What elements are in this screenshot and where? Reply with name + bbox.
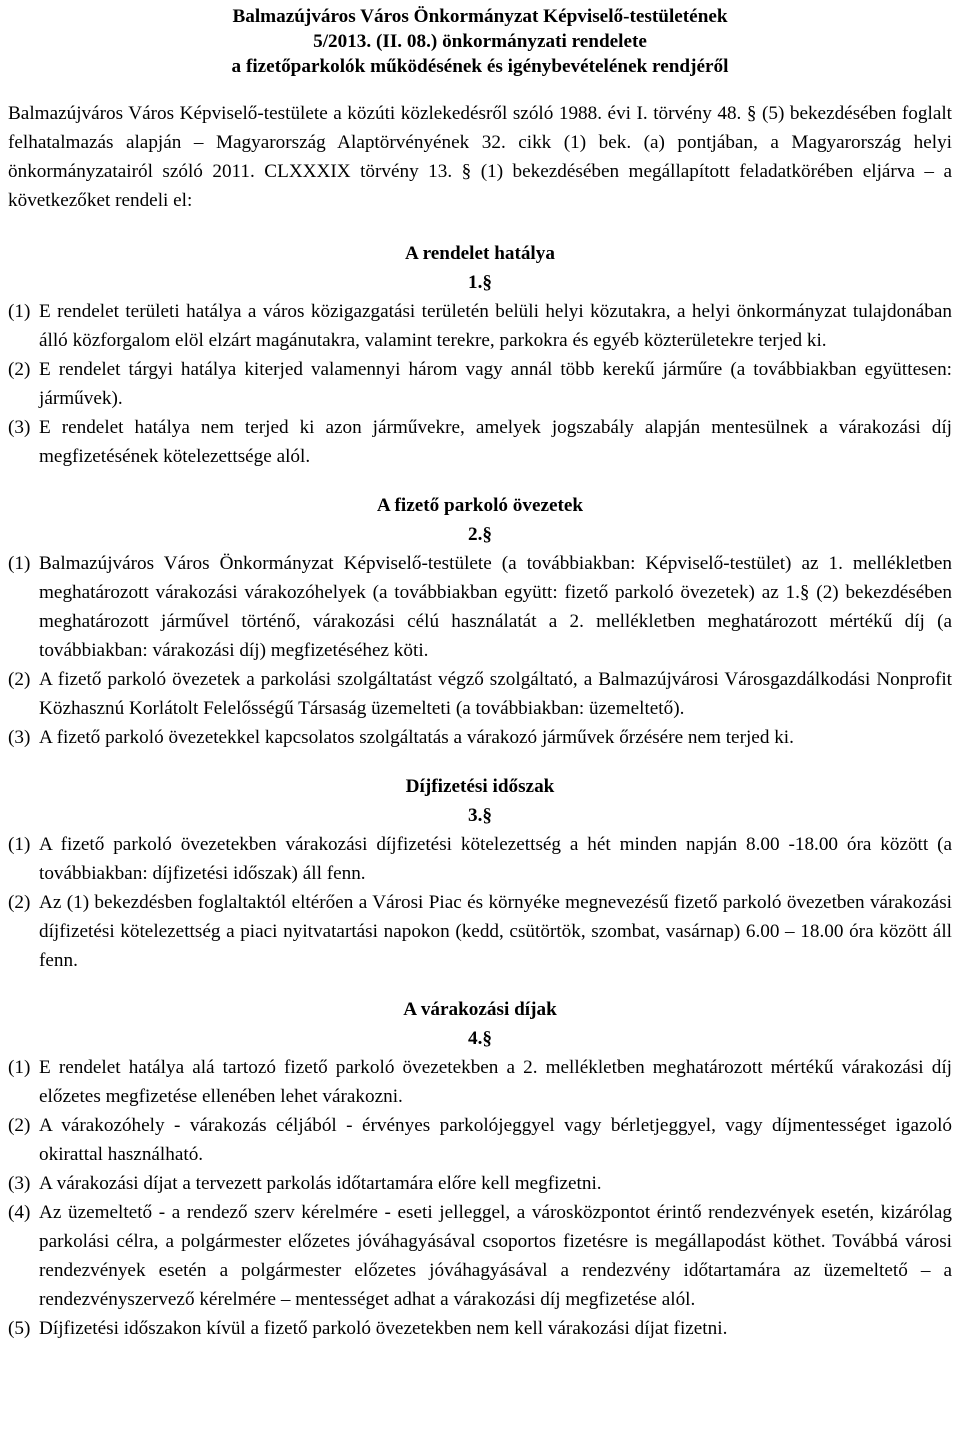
paragraph <box>8 830 952 888</box>
paragraph <box>8 888 952 975</box>
section-title: A fizető parkoló övezetek <box>376 495 584 516</box>
paragraph-number: (1) <box>8 301 31 322</box>
section-number: 3.§ <box>468 805 492 826</box>
section-2 <box>8 491 952 752</box>
paragraph <box>8 1314 952 1343</box>
section-3 <box>8 772 952 975</box>
paragraph <box>8 1111 952 1169</box>
paragraph-text: A fizető parkoló övezetekben várakozási díjfizetési kötelezettség a hét minden napján 8.00 -18.00 óra között (a továbbiakban: díjfizetési időszak) áll fenn. <box>39 834 952 884</box>
paragraph-number: (1) <box>8 1057 31 1078</box>
paragraph-text: A fizető parkoló övezetek a parkolási szolgáltatást végző szolgáltató, a Balmazújvárosi Városgazdálkodási Nonprofit Közhasznú Korlátolt Felelősségű Társaság üzemelteti (a továbbiakban: üzemeltető). <box>39 669 952 719</box>
paragraph-text: E rendelet területi hatálya a város közigazgatási területén belüli helyi közutakra, a helyi önkormányzat tulajdonában álló közforgalom elöl elzárt magánutakra, valamint terekre, parkokra és egyéb közterületekre terjed ki. <box>39 301 952 351</box>
paragraph-text: E rendelet hatálya alá tartozó fizető parkoló övezetekben a 2. mellékletben meghatározott mértékű várakozási díj előzetes megfizetése ellenében lehet várakozni. <box>39 1057 952 1107</box>
paragraph-number: (2) <box>8 892 31 913</box>
paragraph-number: (2) <box>8 1115 31 1136</box>
paragraph-number: (1) <box>8 834 31 855</box>
paragraph-text: A fizető parkoló övezetekkel kapcsolatos szolgáltatás a várakozó járművek őrzésére nem terjed ki. <box>39 727 794 748</box>
paragraph-text: A várakozási díjat a tervezett parkolás időtartamára előre kell megfizetni. <box>39 1173 602 1194</box>
paragraph <box>8 355 952 413</box>
section-1 <box>8 239 952 471</box>
section-title: A rendelet hatálya <box>405 243 555 264</box>
paragraph-text: Balmazújváros Város Önkormányzat Képviselő-testülete (a továbbiakban: Képviselő-testület) az 1. mellékletben meghatározott várakozási várakozóhelyek (a továbbiakban együtt: fizető parkoló övezetek) az 1.§ (2) bekezdésében meghatározott járművel történő, várakozási célú használatát a 2. mellékletben meghatározott mértékű díj (a továbbiakban: várakozási díj) megfizetéséhez köti. <box>39 553 952 661</box>
paragraph <box>8 723 952 752</box>
paragraph <box>8 413 952 471</box>
paragraph-number: (1) <box>8 553 31 574</box>
title-line-2: 5/2013. (II. 08.) önkormányzati rendelete <box>313 31 647 52</box>
section-number: 2.§ <box>468 524 492 545</box>
title-line-1: Balmazújváros Város Önkormányzat Képviselő-testületének <box>232 6 728 27</box>
paragraph-text: E rendelet tárgyi hatálya kiterjed valamennyi három vagy annál több kerekű járműre (a továbbiakban együttesen: járművek). <box>39 359 952 409</box>
section-title: Díjfizetési időszak <box>405 776 555 797</box>
section-title: A várakozási díjak <box>403 999 557 1020</box>
paragraph-text: E rendelet hatálya nem terjed ki azon járművekre, amelyek jogszabály alapján mentesülnek a várakozási díj megfizetésének kötelezettsége alól. <box>39 417 952 467</box>
title-line-3: a fizetőparkolók működésének és igénybevételének rendjéről <box>231 56 729 77</box>
paragraph <box>8 549 952 665</box>
paragraph-number: (3) <box>8 417 31 438</box>
section-4 <box>8 995 952 1343</box>
paragraph <box>8 297 952 355</box>
paragraph <box>8 1169 952 1198</box>
paragraph-text: Az (1) bekezdésben foglaltaktól eltérően a Városi Piac és környéke megnevezésű fizető parkoló övezetben várakozási díjfizetési kötelezettség a piaci nyitvatartási napokon (kedd, csütörtök, szombat, vasárnap) 6.00 – 18.00 óra között áll fenn. <box>39 892 952 971</box>
section-number: 1.§ <box>468 272 492 293</box>
paragraph-text: Az üzemeltető - a rendező szerv kérelmére - eseti jelleggel, a városközpontot érintő rendezvények esetén, kizárólag parkolási célra, a polgármester előzetes jóváhagyásával csoportos fizetésre is megállapodást köthet. Továbbá városi rendezvények esetén a polgármester előzetes jóváhagyásával a rendezvény időtartamára az üzemeltető – a rendezvényszervező kérelmére – mentességet adhat a várakozási díj megfizetése alól. <box>39 1202 952 1310</box>
paragraph-text: A várakozóhely - várakozás céljából - érvényes parkolójeggyel vagy bérletjeggyel, vagy díjmentességet igazoló okirattal használható. <box>39 1115 952 1165</box>
document-title <box>8 4 952 79</box>
paragraph-text: Díjfizetési időszakon kívül a fizető parkoló övezetekben nem kell várakozási díjat fizetni. <box>39 1318 728 1339</box>
paragraph-number: (4) <box>8 1202 31 1223</box>
paragraph-number: (2) <box>8 669 31 690</box>
paragraph <box>8 1198 952 1314</box>
preamble: Balmazújváros Város Képviselő-testülete a közúti közlekedésről szóló 1988. évi I. törvény 48. § (5) bekezdésében foglalt felhatalmazás alapján – Magyarország Alaptörvényének 32. cikk (1) bek. (a) pontjában, a Magyarország helyi önkormányzatairól szóló 2011. CLXXXIX törvény 13. § (1) bekezdésében megállapított feladatkörében eljárva – a következőket rendeli el: <box>8 103 952 211</box>
paragraph <box>8 665 952 723</box>
section-number: 4.§ <box>468 1028 492 1049</box>
paragraph-number: (5) <box>8 1318 31 1339</box>
paragraph-number: (3) <box>8 1173 31 1194</box>
paragraph-number: (2) <box>8 359 31 380</box>
paragraph-number: (3) <box>8 727 31 748</box>
paragraph <box>8 1053 952 1111</box>
